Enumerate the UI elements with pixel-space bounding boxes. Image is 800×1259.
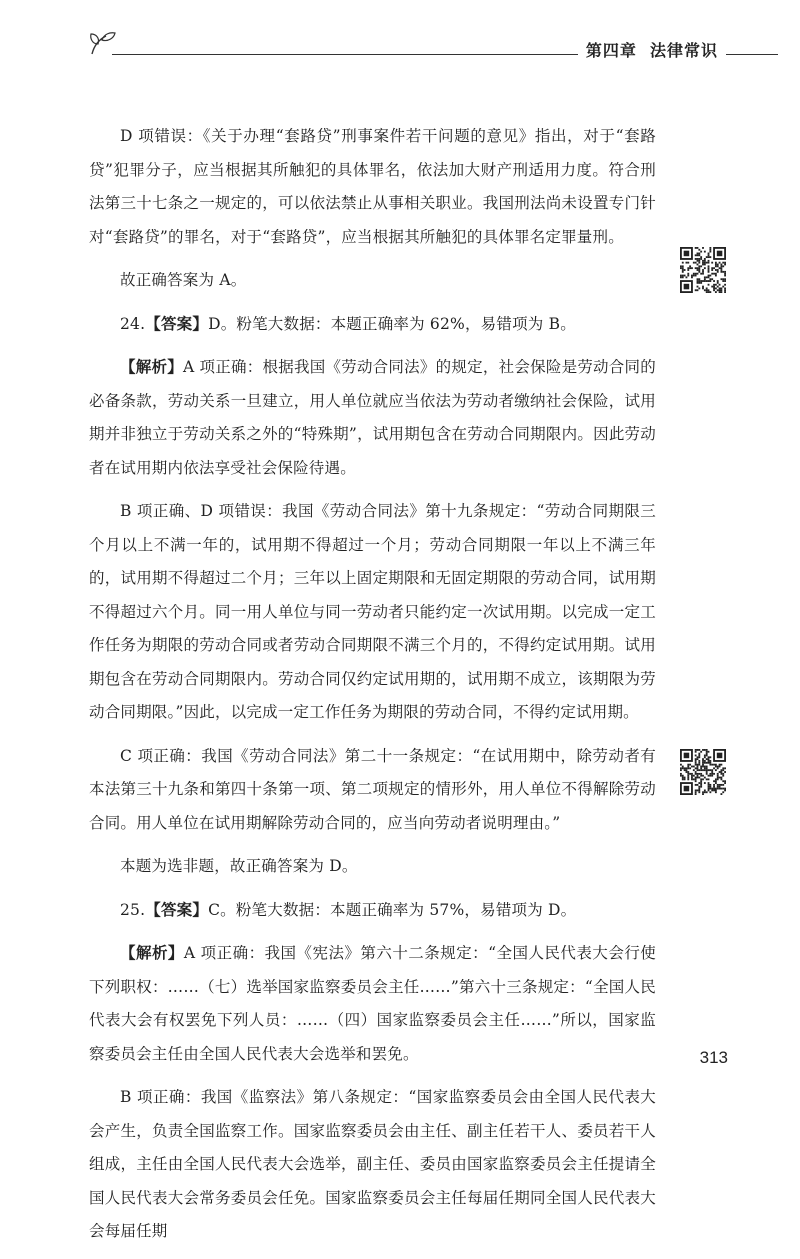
paragraph-text: B 项正确、D 项错误：我国《劳动合同法》第十九条规定：“劳动合同期限三个月以上不满一年的，试用期不得超过一个月；劳动合同期限一年以上不满三年的，试用期不得超过二个月；三年以上固定期限和无固定期限的劳动合同，试用期不得超过六个月。同一用人单位与同一劳动者只能约定一次试用期。以完成一定工作任务为期限的劳动合同或者劳动合同期限不满三个月的，不得约定试用期。试用期包含在劳动合同期限内。劳动合同仅约定试用期的，试用期不成立，该期限为劳动合同期限。”因此，以完成一定工作任务为期限的劳动合同，不得约定试用期。	[89, 502, 656, 721]
chapter-heading	[578, 38, 726, 61]
paragraph-answer-a	[89, 264, 656, 298]
analysis-tag: 【解析】	[120, 358, 183, 376]
answer-tag: 【答案】	[145, 314, 209, 333]
paragraph-text: A 项正确：我国《宪法》第六十二条规定：“全国人民代表大会行使下列职权：……（七）选举国家监察委员会主任……”第六十三条规定：“全国人民代表大会有权罢免下列人员：……（四）国家监察委员会主任……”所以，国家监察委员会主任由全国人民代表大会选举和罢免。	[89, 944, 656, 1063]
paragraph-text: 故正确答案为 A。	[120, 271, 247, 289]
paragraph-b-option-25	[89, 1081, 656, 1249]
answer-text: D。粉笔大数据：本题正确率为 62%，易错项为 B。	[208, 314, 576, 333]
answer-25	[89, 894, 656, 928]
question-number: 25.	[120, 900, 146, 919]
paragraph-d-option	[89, 120, 656, 254]
question-number: 24.	[120, 314, 146, 333]
analysis-tag: 【解析】	[120, 944, 184, 962]
paragraph-text: A 项正确：根据我国《劳动合同法》的规定，社会保险是劳动合同的必备条款，劳动关系一旦建立，用人单位就应当依法为劳动者缴纳社会保险，试用期并非独立于劳动关系之外的“特殊期”，试用期包含在劳动合同期限内。因此劳动者在试用期内依法享受社会保险待遇。	[89, 358, 656, 477]
paragraph-text: D 项错误：《关于办理“套路贷”刑事案件若干问题的意见》指出，对于“套路贷”犯罪分子，应当根据其所触犯的具体罪名，依法加大财产刑适用力度。符合刑法第三十七条之一规定的，可以依法禁止从事相关职业。我国刑法尚未设置专门针对“套路贷”的罪名，对于“套路贷”，应当根据其所触犯的具体罪名定罪量刑。	[89, 127, 656, 246]
paragraph-text: C 项正确：我国《劳动合同法》第二十一条规定：“在试用期中，除劳动者有本法第三十九条和第四十条第一项、第二项规定的情形外，用人单位不得解除劳动合同。用人单位在试用期解除劳动合同的，应当向劳动者说明理由。”	[89, 746, 656, 832]
analysis-25	[89, 937, 656, 1071]
analysis-24	[89, 351, 656, 485]
answer-text: C。粉笔大数据：本题正确率为 57%，易错项为 D。	[208, 900, 577, 919]
paragraph-c-option	[89, 740, 656, 841]
page-content	[89, 120, 656, 1259]
qr-code-icon[interactable]	[680, 749, 726, 795]
leaf-icon	[88, 30, 118, 56]
page-number: 313	[699, 1048, 728, 1067]
answer-24	[89, 308, 656, 342]
paragraph-text: B 项正确：我国《监察法》第八条规定：“国家监察委员会由全国人民代表大会产生，负责全国监察工作。国家监察委员会由主任、副主任若干人、委员若干人组成，主任由全国人民代表大会选举，副主任、委员由国家监察委员会主任提请全国人民代表大会常务委员会任免。国家监察委员会主任每届任期同全国人民代表大会每届任期	[89, 1088, 656, 1240]
paragraph-answer-d	[89, 850, 656, 884]
qr-code-icon[interactable]	[680, 247, 726, 293]
page-header	[88, 30, 778, 60]
paragraph-b-d-option	[89, 495, 656, 730]
chapter-title: 法律常识	[649, 41, 718, 60]
chapter-number: 第四章	[585, 41, 637, 60]
answer-tag: 【答案】	[145, 900, 209, 919]
paragraph-text: 本题为选非题，故正确答案为 D。	[120, 857, 358, 875]
